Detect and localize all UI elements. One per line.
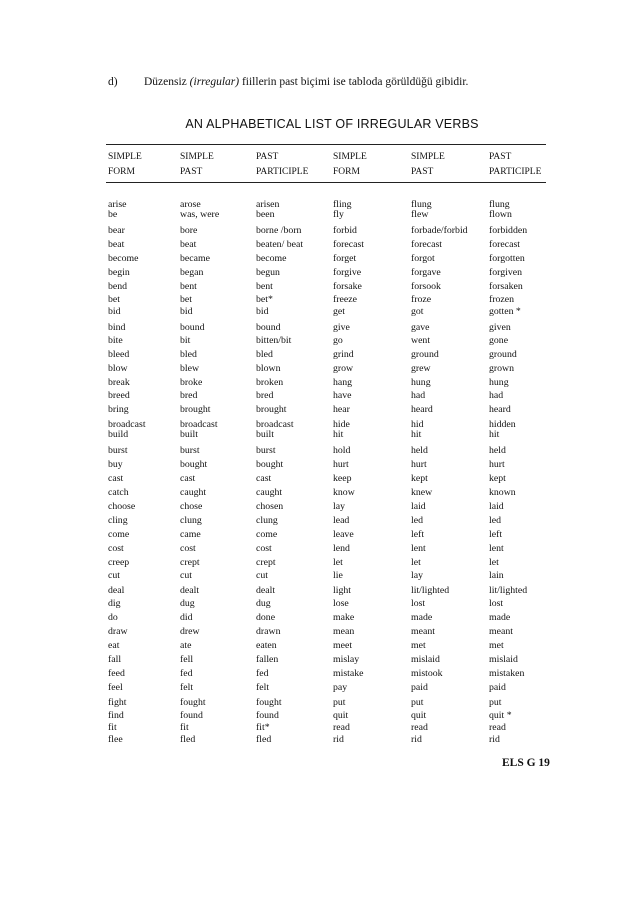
simple-form-cell: creep <box>108 557 130 568</box>
simple-past-cell: got <box>411 306 424 317</box>
simple-past-cell: caught <box>180 487 207 498</box>
simple-form-cell: mislay <box>333 654 360 665</box>
table-top-rule <box>106 144 546 145</box>
past-participle-cell: chosen <box>256 501 284 512</box>
simple-past-cell: fought <box>180 697 206 708</box>
simple-form-cell: hide <box>333 419 350 430</box>
past-participle-cell: fallen <box>256 654 279 665</box>
simple-past-cell: cut <box>180 570 192 581</box>
past-participle-cell: paid <box>489 682 506 693</box>
past-participle-cell: flung <box>489 199 510 210</box>
simple-form-cell: dig <box>108 598 121 609</box>
header-cell: PAST <box>180 167 203 177</box>
simple-form-cell: let <box>333 557 343 568</box>
simple-form-cell: begin <box>108 267 130 278</box>
simple-form-cell: breed <box>108 390 130 401</box>
simple-form-cell: go <box>333 335 343 346</box>
simple-form-cell: get <box>333 306 345 317</box>
past-participle-cell: eaten <box>256 640 277 651</box>
simple-past-cell: began <box>180 267 204 278</box>
simple-past-cell: was, were <box>180 209 220 220</box>
simple-past-cell: hurt <box>411 459 427 470</box>
simple-past-cell: blew <box>180 363 200 374</box>
simple-past-cell: forsook <box>411 281 441 292</box>
simple-past-cell: hit <box>411 429 422 440</box>
past-participle-cell: felt <box>256 682 270 693</box>
simple-form-cell: hold <box>333 445 351 456</box>
past-participle-cell: bled <box>256 349 273 360</box>
past-participle-cell: hurt <box>489 459 505 470</box>
past-participle-cell: bet* <box>256 294 273 305</box>
simple-form-cell: bring <box>108 404 129 415</box>
past-participle-cell: dug <box>256 598 271 609</box>
simple-past-cell: forecast <box>411 239 443 250</box>
simple-past-cell: bled <box>180 349 197 360</box>
past-participle-cell: grown <box>489 363 515 374</box>
simple-form-cell: cling <box>108 515 128 526</box>
simple-form-cell: read <box>333 722 350 733</box>
item-label: d) <box>108 76 118 88</box>
past-participle-cell: broadcast <box>256 419 294 430</box>
simple-form-cell: quit <box>333 710 349 721</box>
simple-past-cell: arose <box>180 199 201 210</box>
past-participle-cell: found <box>256 710 279 721</box>
past-participle-cell: gotten * <box>489 306 521 317</box>
simple-past-cell: clung <box>180 515 202 526</box>
simple-past-cell: left <box>411 529 425 540</box>
past-participle-cell: lain <box>489 570 504 581</box>
simple-past-cell: forgot <box>411 253 435 264</box>
simple-form-cell: lose <box>333 598 349 609</box>
simple-past-cell: lay <box>411 570 423 581</box>
simple-past-cell: broke <box>180 377 203 388</box>
simple-past-cell: fled <box>180 734 196 745</box>
simple-form-cell: cost <box>108 543 124 554</box>
past-participle-cell: bred <box>256 390 274 401</box>
simple-past-cell: became <box>180 253 210 264</box>
past-participle-cell: been <box>256 209 275 220</box>
past-participle-cell: borne /born <box>256 225 302 236</box>
simple-past-cell: quit <box>411 710 427 721</box>
past-participle-cell: fled <box>256 734 272 745</box>
simple-form-cell: make <box>333 612 355 623</box>
simple-form-cell: arise <box>108 199 127 210</box>
intro-sentence <box>108 76 468 88</box>
simple-past-cell: dealt <box>180 585 200 596</box>
header-cell: PAST <box>489 152 512 162</box>
simple-form-cell: bleed <box>108 349 130 360</box>
past-participle-cell: hung <box>489 377 509 388</box>
past-participle-cell: forecast <box>489 239 521 250</box>
simple-form-cell: draw <box>108 626 128 637</box>
simple-past-cell: crept <box>180 557 200 568</box>
simple-form-cell: feed <box>108 668 125 679</box>
simple-form-cell: feel <box>108 682 123 693</box>
past-participle-cell: forgiven <box>489 267 523 278</box>
past-participle-cell: bid <box>256 306 269 317</box>
past-participle-cell: lost <box>489 598 504 609</box>
simple-past-cell: flung <box>411 199 432 210</box>
simple-form-cell: eat <box>108 640 120 651</box>
simple-form-cell: blow <box>108 363 128 374</box>
simple-form-cell: grind <box>333 349 354 360</box>
past-participle-cell: hit <box>489 429 500 440</box>
past-participle-cell: bitten/bit <box>256 335 292 346</box>
simple-form-cell: cast <box>108 473 124 484</box>
simple-form-cell: flee <box>108 734 123 745</box>
simple-form-cell: give <box>333 322 350 333</box>
simple-form-cell: pay <box>333 682 348 693</box>
simple-form-cell: forecast <box>333 239 365 250</box>
past-participle-cell: frozen <box>489 294 515 305</box>
simple-form-cell: have <box>333 390 352 401</box>
simple-form-cell: bid <box>108 306 121 317</box>
past-participle-cell: blown <box>256 363 281 374</box>
simple-form-cell: bind <box>108 322 126 333</box>
simple-form-cell: bend <box>108 281 128 292</box>
simple-past-cell: froze <box>411 294 432 305</box>
simple-form-cell: forbid <box>333 225 357 236</box>
past-participle-cell: brought <box>256 404 287 415</box>
simple-form-cell: catch <box>108 487 129 498</box>
simple-form-cell: bite <box>108 335 123 346</box>
simple-past-cell: bore <box>180 225 198 236</box>
past-participle-cell: broken <box>256 377 284 388</box>
simple-past-cell: broadcast <box>180 419 218 430</box>
simple-past-cell: mistook <box>411 668 443 679</box>
simple-form-cell: light <box>333 585 351 596</box>
simple-form-cell: forgive <box>333 267 362 278</box>
header-cell: PARTICIPLE <box>489 167 542 177</box>
simple-past-cell: bid <box>180 306 193 317</box>
header-cell: SIMPLE <box>411 152 445 162</box>
past-participle-cell: begun <box>256 267 280 278</box>
simple-form-cell: freeze <box>333 294 357 305</box>
past-participle-cell: mislaid <box>489 654 518 665</box>
past-participle-cell: rid <box>489 734 500 745</box>
past-participle-cell: become <box>256 253 287 264</box>
past-participle-cell: hidden <box>489 419 516 430</box>
simple-past-cell: flew <box>411 209 429 220</box>
simple-form-cell: beat <box>108 239 125 250</box>
simple-past-cell: found <box>180 710 203 721</box>
header-cell: SIMPLE <box>180 152 214 162</box>
simple-past-cell: forgave <box>411 267 441 278</box>
past-participle-cell: gone <box>489 335 509 346</box>
simple-form-cell: fly <box>333 209 344 220</box>
simple-form-cell: forget <box>333 253 357 264</box>
simple-past-cell: dug <box>180 598 195 609</box>
simple-form-cell: forsake <box>333 281 362 292</box>
simple-past-cell: beat <box>180 239 197 250</box>
simple-form-cell: cut <box>108 570 120 581</box>
simple-past-cell: chose <box>180 501 203 512</box>
simple-past-cell: grew <box>411 363 431 374</box>
simple-past-cell: mislaid <box>411 654 440 665</box>
simple-form-cell: mistake <box>333 668 364 679</box>
simple-form-cell: lend <box>333 543 350 554</box>
past-participle-cell: known <box>489 487 516 498</box>
simple-past-cell: heard <box>411 404 433 415</box>
past-participle-cell: beaten/ beat <box>256 239 304 250</box>
simple-past-cell: fit <box>180 722 189 733</box>
simple-past-cell: bent <box>180 281 197 292</box>
past-participle-cell: fit* <box>256 722 270 733</box>
simple-past-cell: let <box>411 557 421 568</box>
past-participle-cell: laid <box>489 501 504 512</box>
intro-italic: (irregular) <box>189 76 240 88</box>
simple-past-cell: meant <box>411 626 435 637</box>
simple-form-cell: broadcast <box>108 419 146 430</box>
simple-form-cell: know <box>333 487 355 498</box>
simple-past-cell: bit <box>180 335 191 346</box>
past-participle-cell: mistaken <box>489 668 525 679</box>
simple-past-cell: lost <box>411 598 426 609</box>
past-participle-cell: led <box>489 515 501 526</box>
simple-past-cell: ground <box>411 349 439 360</box>
simple-form-cell: bet <box>108 294 120 305</box>
simple-form-cell: lie <box>333 570 343 581</box>
past-participle-cell: put <box>489 697 502 708</box>
past-participle-cell: left <box>489 529 503 540</box>
simple-form-cell: rid <box>333 734 344 745</box>
simple-past-cell: cast <box>180 473 196 484</box>
simple-form-cell: hit <box>333 429 344 440</box>
simple-form-cell: lay <box>333 501 345 512</box>
simple-form-cell: buy <box>108 459 123 470</box>
past-participle-cell: built <box>256 429 274 440</box>
simple-form-cell: leave <box>333 529 354 540</box>
simple-past-cell: brought <box>180 404 211 415</box>
past-participle-cell: had <box>489 390 504 401</box>
simple-form-cell: choose <box>108 501 136 512</box>
simple-past-cell: bred <box>180 390 198 401</box>
simple-form-cell: become <box>108 253 139 264</box>
simple-past-cell: hung <box>411 377 431 388</box>
simple-past-cell: made <box>411 612 433 623</box>
simple-past-cell: did <box>180 612 193 623</box>
simple-form-cell: fall <box>108 654 122 665</box>
simple-form-cell: put <box>333 697 346 708</box>
past-participle-cell: arisen <box>256 199 280 210</box>
past-participle-cell: kept <box>489 473 506 484</box>
simple-form-cell: keep <box>333 473 352 484</box>
simple-past-cell: came <box>180 529 201 540</box>
page-code: ELS G 19 <box>502 757 550 769</box>
simple-form-cell: find <box>108 710 124 721</box>
simple-past-cell: cost <box>180 543 196 554</box>
simple-past-cell: held <box>411 445 428 456</box>
past-participle-cell: come <box>256 529 278 540</box>
simple-past-cell: hid <box>411 419 424 430</box>
simple-past-cell: put <box>411 697 424 708</box>
past-participle-cell: lent <box>489 543 504 554</box>
past-participle-cell: cast <box>256 473 272 484</box>
simple-form-cell: fling <box>333 199 352 210</box>
past-participle-cell: crept <box>256 557 276 568</box>
intro-text: Düzensiz (irregular) fiillerin past biçimi ise tabloda görüldüğü gibidir. <box>144 76 469 88</box>
header-cell: SIMPLE <box>333 152 367 162</box>
past-participle-cell: bent <box>256 281 273 292</box>
simple-form-cell: lead <box>333 515 350 526</box>
past-participle-cell: drawn <box>256 626 281 637</box>
simple-form-cell: do <box>108 612 118 623</box>
past-participle-cell: heard <box>489 404 511 415</box>
simple-past-cell: drew <box>180 626 200 637</box>
simple-form-cell: break <box>108 377 130 388</box>
simple-form-cell: hear <box>333 404 350 415</box>
past-participle-cell: bought <box>256 459 284 470</box>
simple-past-cell: bound <box>180 322 205 333</box>
past-participle-cell: forsaken <box>489 281 523 292</box>
simple-past-cell: went <box>411 335 431 346</box>
past-participle-cell: quit * <box>489 710 512 721</box>
header-cell: PARTICIPLE <box>256 167 309 177</box>
simple-past-cell: lent <box>411 543 426 554</box>
past-participle-cell: held <box>489 445 506 456</box>
past-participle-cell: dealt <box>256 585 276 596</box>
header-bottom-rule <box>106 182 546 183</box>
simple-past-cell: burst <box>180 445 200 456</box>
simple-form-cell: hang <box>333 377 353 388</box>
header-cell: FORM <box>108 167 135 177</box>
simple-form-cell: fight <box>108 697 127 708</box>
past-participle-cell: burst <box>256 445 276 456</box>
header-cell: FORM <box>333 167 360 177</box>
simple-form-cell: bear <box>108 225 125 236</box>
simple-past-cell: fed <box>180 668 193 679</box>
past-participle-cell: fought <box>256 697 282 708</box>
simple-form-cell: burst <box>108 445 128 456</box>
past-participle-cell: caught <box>256 487 283 498</box>
simple-past-cell: paid <box>411 682 428 693</box>
past-participle-cell: meant <box>489 626 513 637</box>
simple-past-cell: bet <box>180 294 192 305</box>
simple-form-cell: deal <box>108 585 125 596</box>
past-participle-cell: let <box>489 557 499 568</box>
simple-past-cell: forbade/forbid <box>411 225 468 236</box>
simple-past-cell: built <box>180 429 198 440</box>
header-cell: SIMPLE <box>108 152 142 162</box>
simple-past-cell: kept <box>411 473 428 484</box>
simple-form-cell: meet <box>333 640 353 651</box>
simple-past-cell: laid <box>411 501 426 512</box>
past-participle-cell: met <box>489 640 504 651</box>
past-participle-cell: cost <box>256 543 272 554</box>
simple-form-cell: grow <box>333 363 354 374</box>
simple-form-cell: be <box>108 209 118 220</box>
past-participle-cell: done <box>256 612 276 623</box>
past-participle-cell: forbidden <box>489 225 528 236</box>
past-participle-cell: fed <box>256 668 269 679</box>
past-participle-cell: read <box>489 722 506 733</box>
page-title: AN ALPHABETICAL LIST OF IRREGULAR VERBS <box>185 117 479 131</box>
simple-past-cell: knew <box>411 487 433 498</box>
simple-past-cell: gave <box>411 322 430 333</box>
simple-past-cell: met <box>411 640 426 651</box>
simple-form-cell: come <box>108 529 130 540</box>
past-participle-cell: clung <box>256 515 278 526</box>
simple-past-cell: led <box>411 515 423 526</box>
past-participle-cell: made <box>489 612 511 623</box>
simple-form-cell: hurt <box>333 459 349 470</box>
simple-past-cell: read <box>411 722 428 733</box>
simple-form-cell: mean <box>333 626 355 637</box>
simple-form-cell: fit <box>108 722 117 733</box>
past-participle-cell: lit/lighted <box>489 585 528 596</box>
simple-past-cell: ate <box>180 640 192 651</box>
past-participle-cell: given <box>489 322 511 333</box>
simple-form-cell: build <box>108 429 129 440</box>
simple-past-cell: rid <box>411 734 422 745</box>
past-participle-cell: bound <box>256 322 281 333</box>
simple-past-cell: had <box>411 390 426 401</box>
past-participle-cell: cut <box>256 570 268 581</box>
past-participle-cell: ground <box>489 349 517 360</box>
header-cell: PAST <box>411 167 434 177</box>
past-participle-cell: forgotten <box>489 253 525 264</box>
header-cell: PAST <box>256 152 279 162</box>
simple-past-cell: bought <box>180 459 208 470</box>
simple-past-cell: fell <box>180 654 194 665</box>
simple-past-cell: felt <box>180 682 194 693</box>
simple-past-cell: lit/lighted <box>411 585 450 596</box>
past-participle-cell: flown <box>489 209 512 220</box>
